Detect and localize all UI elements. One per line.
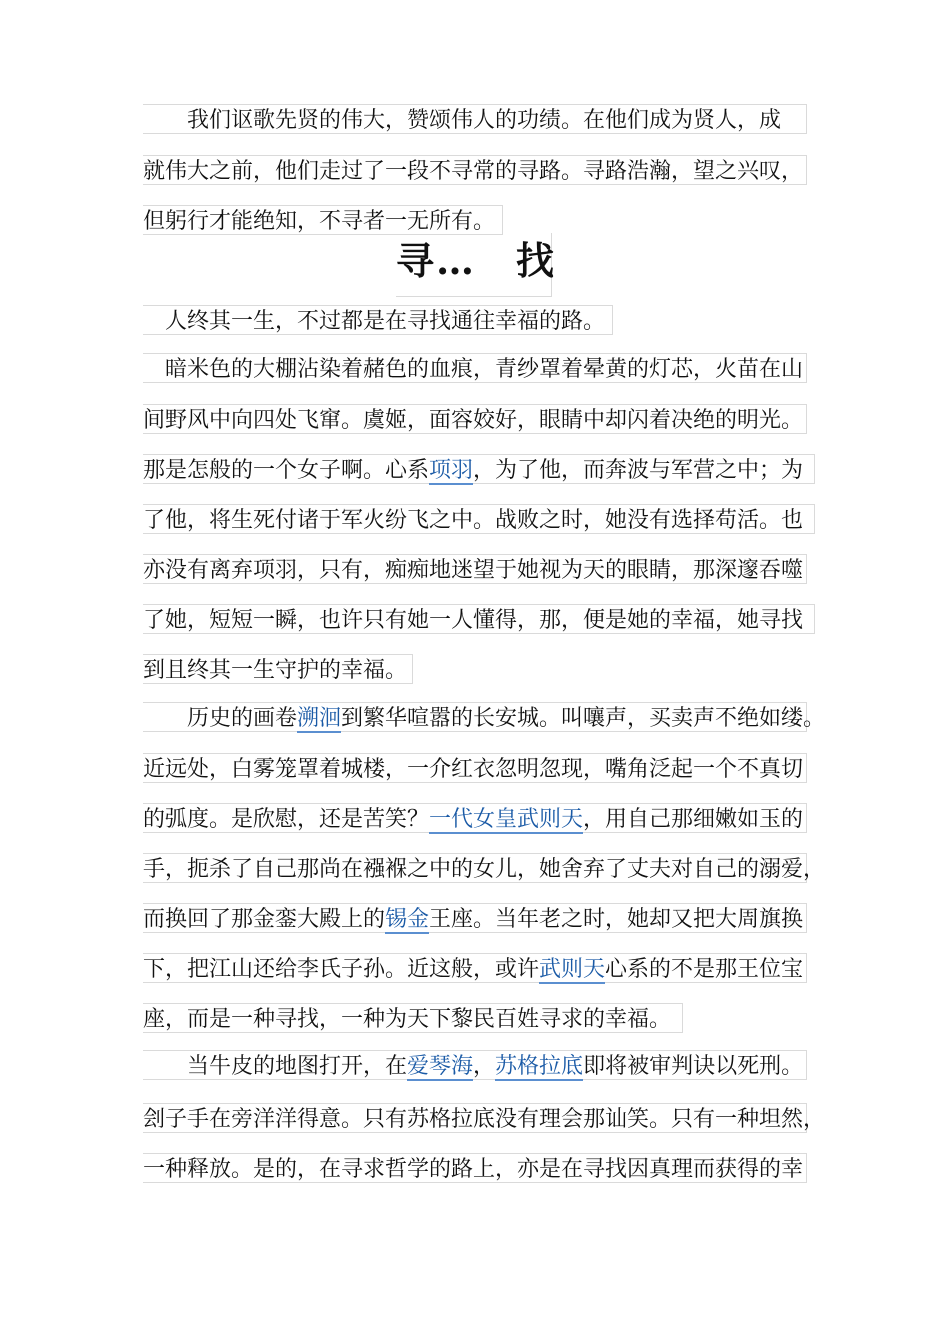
intro-line-1: 我们讴歌先贤的伟大，赞颂伟人的功绩。在他们成为贤人，成 <box>143 104 807 134</box>
para2-line-1-text-b: 到繁华喧嚣的长安城。叫嚷声，买卖声不绝如缕。 <box>341 706 826 731</box>
para2-line-3 <box>143 803 807 833</box>
link-wuzetian-empress[interactable]: 一代女皇武则天 <box>429 807 584 832</box>
para1-line-2: 间野风中向四处飞窜。虞姬，面容姣好，眼睛中却闪着决绝的明光。 <box>143 404 807 434</box>
link-xiangyu[interactable]: 项羽 <box>429 458 474 483</box>
subtitle: 人终其一生，不过都是在寻找通往幸福的路。 <box>143 305 613 335</box>
para1-line-1: 暗米色的大棚沾染着赭色的血痕，青纱罩着晕黄的灯芯，火苗在山 <box>143 353 807 383</box>
para2-line-1-text-a: 历史的画卷 <box>143 706 298 731</box>
page-title: 寻… 找 <box>396 233 552 297</box>
link-wuzetian[interactable]: 武则天 <box>539 957 606 982</box>
para3-line-3: 一种释放。是的，在寻求哲学的路上，亦是在寻找因真理而获得的幸 <box>143 1153 807 1183</box>
para2-line-6-text-b: 心系的不是那王位宝 <box>605 957 804 982</box>
para3-line-1-text-b: 即将被审判诀以死刑。 <box>583 1054 804 1079</box>
intro-line-3: 但躬行才能绝知，不寻者一无所有。 <box>143 205 503 235</box>
para1-line-4: 了他，将生死付诸于军火纷飞之中。战败之时，她没有选择苟活。也 <box>143 504 815 534</box>
para3-line-1-text-a: 当牛皮的地图打开，在 <box>143 1054 408 1079</box>
para1-line-3 <box>143 454 815 484</box>
para1-line-3-text-a: 那是怎般的一个女子啊。心系 <box>143 458 430 483</box>
link-xijin[interactable]: 锡金 <box>385 907 430 932</box>
para2-line-7: 座，而是一种寻找，一种为天下黎民百姓寻求的幸福。 <box>143 1003 683 1033</box>
para1-line-7: 到且终其一生守护的幸福。 <box>143 654 413 684</box>
para3-line-1 <box>143 1050 807 1080</box>
para2-line-3-text-b: ，用自己那细嫩如玉的 <box>583 807 804 832</box>
para2-line-6-text-a: 下，把江山还给李氏子孙。近这般，或许 <box>143 957 540 982</box>
para2-line-5 <box>143 903 807 933</box>
link-suhui[interactable]: 溯洄 <box>297 706 342 731</box>
para3-line-1-sep: ， <box>473 1054 496 1079</box>
para3-line-2: 刽子手在旁洋洋得意。只有苏格拉底没有理会那讪笑。只有一种坦然， <box>143 1103 807 1133</box>
para2-line-5-text-a: 而换回了那金銮大殿上的 <box>143 907 386 932</box>
para2-line-1 <box>143 702 826 732</box>
link-socrates[interactable]: 苏格拉底 <box>495 1054 584 1079</box>
link-aegean-sea[interactable]: 爱琴海 <box>407 1054 474 1079</box>
para1-line-6: 了她，短短一瞬，也许只有她一人懂得，那，便是她的幸福，她寻找 <box>143 604 815 634</box>
para2-line-6 <box>143 953 807 983</box>
para1-line-3-text-b: ，为了他，而奔波与军营之中；为 <box>473 458 804 483</box>
intro-line-2: 就伟大之前，他们走过了一段不寻常的寻路。寻路浩瀚，望之兴叹， <box>143 155 807 185</box>
para2-line-4: 手，扼杀了自己那尚在襁褓之中的女儿，她舍弃了丈夫对自己的溺爱， <box>143 853 807 883</box>
para1-line-5: 亦没有离弃项羽，只有，痴痴地迷望于她视为天的眼睛，那深邃吞噬 <box>143 554 807 584</box>
para2-line-2: 近远处，白雾笼罩着城楼，一介红衣忽明忽现，嘴角泛起一个不真切 <box>143 753 807 783</box>
para2-line-5-text-b: 王座。当年老之时，她却又把大周旗换 <box>429 907 804 932</box>
para2-line-3-text-a: 的弧度。是欣慰，还是苦笑？ <box>143 807 430 832</box>
